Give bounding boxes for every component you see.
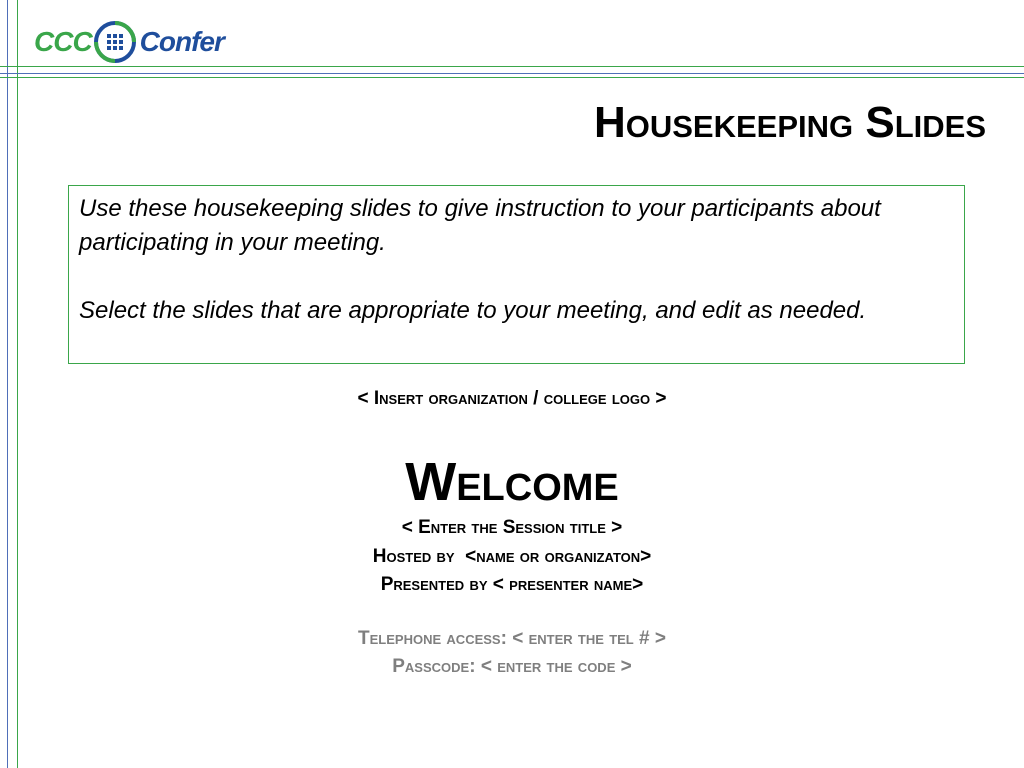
hosted-by-line: Hosted by <name or organizaton> [372, 546, 652, 567]
logo-ccc-text: CCC [34, 26, 92, 57]
frame-line-vertical-green [17, 0, 18, 768]
ccc-confer-logo [34, 18, 224, 66]
instructions-box [68, 185, 965, 364]
welcome-heading: Welcome [405, 452, 619, 512]
logo-confer-text: Confer [139, 26, 224, 57]
frame-line-horizontal-green-2 [0, 77, 1024, 78]
presented-by-line: Presented by < presenter name> [380, 574, 644, 595]
instructions-paragraph-2: Select the slides that are appropriate to your meeting, and edit as needed. [79, 297, 867, 324]
instructions-paragraph-1: Use these housekeeping slides to give instruction to your participants about participating in your meeting. [79, 195, 881, 256]
passcode-line: Passcode: < enter the code > [392, 656, 632, 677]
frame-line-horizontal-blue [0, 73, 1024, 74]
frame-line-vertical-blue [7, 0, 8, 768]
telephone-access-line: Telephone access: < enter the tel # > [358, 628, 666, 649]
logo-placeholder-text: < Insert organization / college logo > [357, 388, 667, 409]
frame-line-horizontal-green [0, 66, 1024, 67]
session-title-placeholder: < Enter the Session title > [401, 517, 623, 538]
ccc-confer-circle-grid-icon [93, 20, 137, 64]
slide-title: Housekeeping Slides [593, 98, 986, 147]
